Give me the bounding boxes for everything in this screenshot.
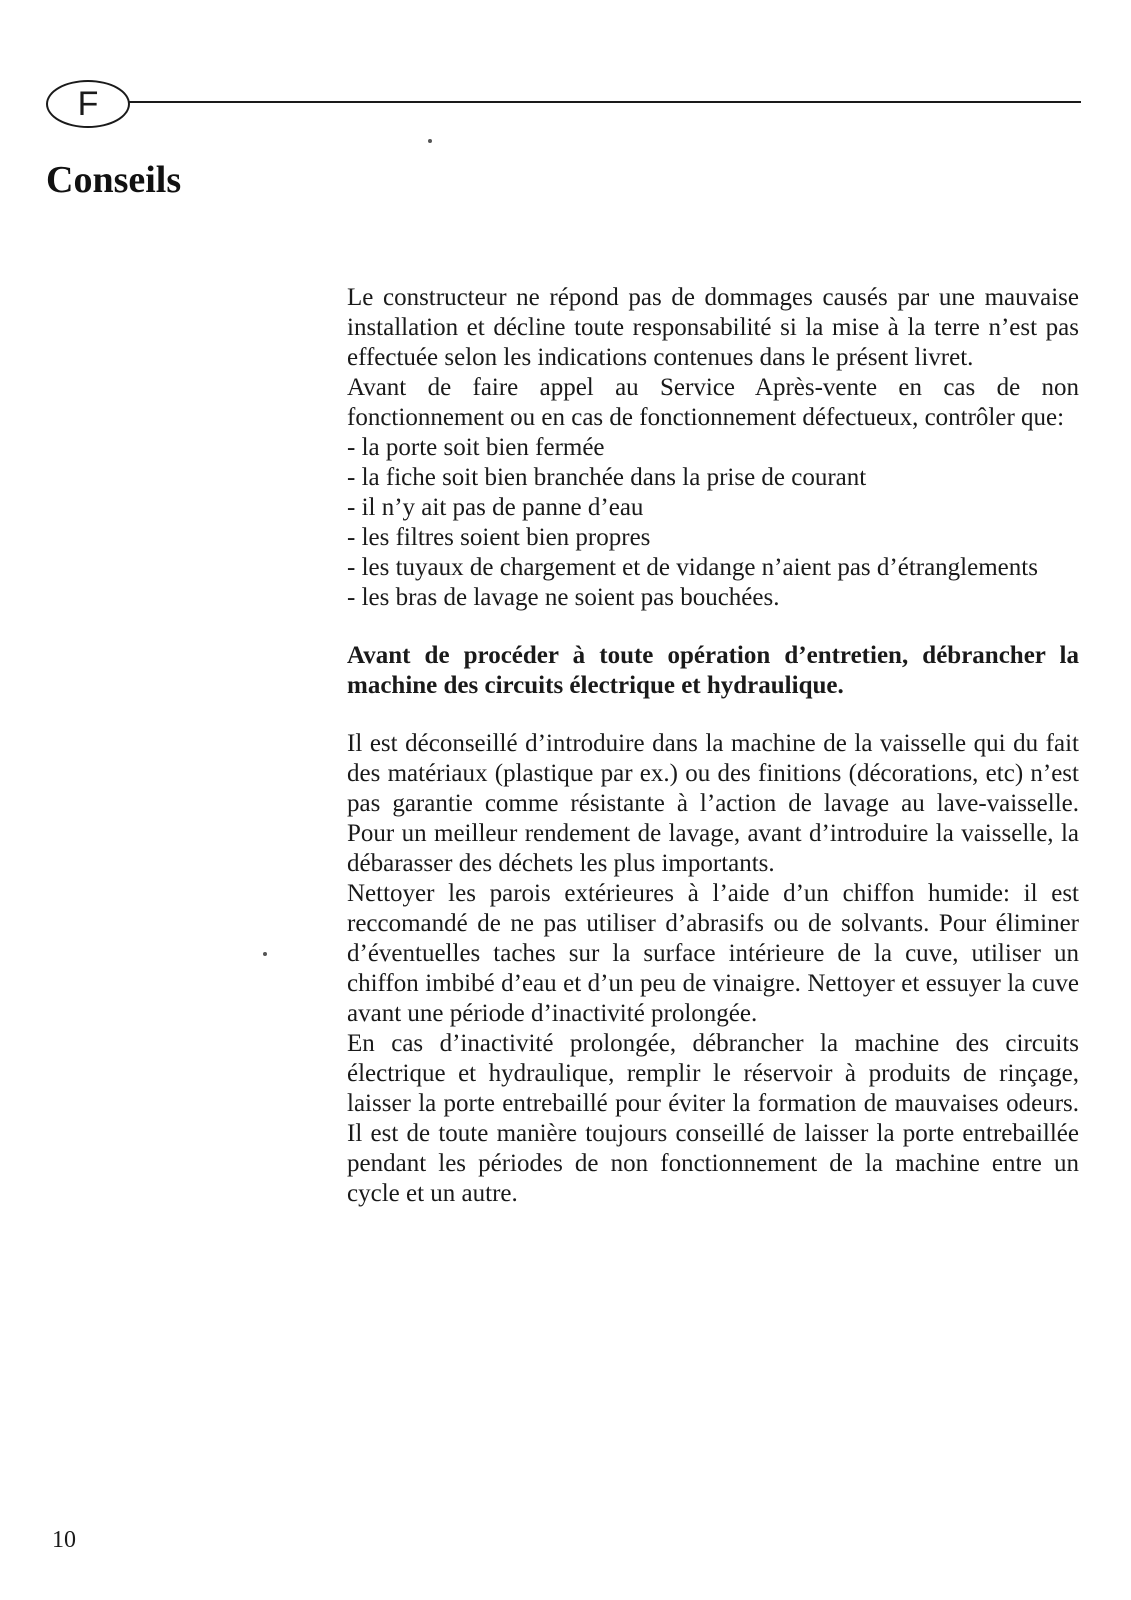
language-badge — [46, 80, 130, 128]
print-speck — [428, 139, 432, 143]
print-speck — [263, 952, 267, 956]
checklist-item-water: - il n’y ait pas de panne d’eau — [347, 494, 644, 521]
page-number: 10 — [52, 1527, 76, 1553]
body-text-column — [347, 283, 1079, 1209]
checklist-item-door: - la porte soit bien fermée — [347, 434, 605, 461]
maintenance-warning: Avant de procéder à toute opération d’entretien, débrancher la machine des circuits électrique et hydraulique. — [347, 642, 1079, 699]
paragraph-inactivity: En cas d’inactivité prolongée, débrancher la machine des circuits électrique et hydraulique, remplir le réservoir à produits de rinçage, laisser la porte entrebaillé pour éviter la formation de mauvaises odeurs. Il est de toute manière toujours conseillé de laisser la porte entrebaillée pendant les périodes de non fonctionnement de la machine entre un cycle et un autre. — [347, 1030, 1079, 1207]
paragraph-dishware: Il est déconseillé d’introduire dans la machine de la vaisselle qui du fait des matériaux (plastique par ex.) ou des finitions (décorations, etc) n’est pas garantie comme résistante à l’action de lavage au lave-vaisselle. Pour un meilleur rendement de lavage, avant d’introduire la vaisselle, la débarasser des déchets les plus importants. — [347, 730, 1079, 877]
paragraph-service-check: Avant de faire appel au Service Après-vente en cas de non fonctionnement ou en cas de fonctionnement défectueux, contrôler que: — [347, 374, 1079, 431]
header-rule — [128, 101, 1081, 103]
page-title: Conseils — [46, 159, 182, 201]
language-badge-letter: F — [77, 85, 99, 123]
paragraph-cleaning: Nettoyer les parois extérieures à l’aide d’un chiffon humide: il est reccomandé de ne pas utiliser d’abrasifs ou de solvants. Pour éliminer d’éventuelles taches sur la surface intérieure de la cuve, utiliser un chiffon imbibé d’eau et d’un peu de vinaigre. Nettoyer et essuyer la cuve avant une période d’inactivité prolongée. — [347, 880, 1079, 1027]
checklist-item-hoses: - les tuyaux de chargement et de vidange n’aient pas d’étranglements — [347, 554, 1038, 581]
checklist-item-spray-arms: - les bras de lavage ne soient pas bouchées. — [347, 584, 780, 611]
checklist-item-filters: - les filtres soient bien propres — [347, 524, 651, 551]
paragraph-liability: Le constructeur ne répond pas de dommages causés par une mauvaise installation et décline toute responsabilité si la mise à la terre n’est pas effectuée selon les indications contenues dans le présent livret. — [347, 284, 1079, 371]
checklist-item-plug: - la fiche soit bien branchée dans la prise de courant — [347, 464, 867, 491]
